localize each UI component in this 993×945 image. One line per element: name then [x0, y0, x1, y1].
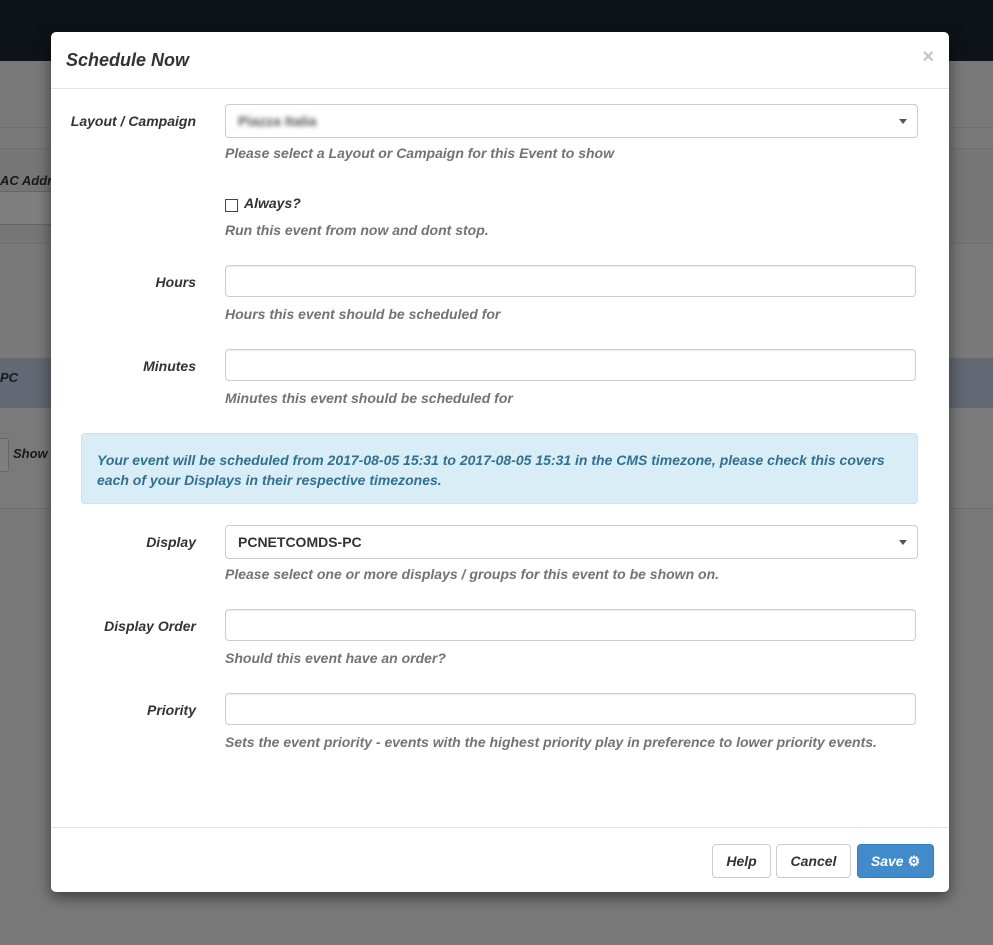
save-button[interactable] [857, 844, 934, 878]
chevron-down-icon [899, 540, 907, 545]
always-help: Run this event from now and dont stop. [225, 222, 489, 238]
display-select[interactable] [225, 525, 918, 559]
schedule-info-alert: Your event will be scheduled from 2017-08-05 15:31 to 2017-08-05 15:31 in the CMS timezone, please check this covers each of your Displays in their respective timezones. [81, 433, 918, 504]
cancel-button[interactable] [776, 844, 851, 878]
modal-footer [51, 827, 949, 893]
save-button-label: Save [870, 853, 904, 869]
minutes-label: Minutes [143, 358, 196, 374]
priority-label: Priority [146, 702, 196, 718]
modal-header [51, 32, 949, 89]
always-checkbox[interactable] [225, 199, 238, 212]
display-order-help: Should this event have an order? [225, 650, 446, 666]
hours-label: Hours [155, 274, 196, 290]
display-label: Display [146, 534, 196, 550]
display-help: Please select one or more displays / groups for this event to be shown on. [225, 566, 720, 582]
help-button[interactable] [712, 844, 771, 878]
priority-input[interactable] [225, 693, 916, 725]
minutes-help: Minutes this event should be scheduled for [225, 390, 513, 406]
priority-help: Sets the event priority - events with the highest priority play in preference to lower priority events. [225, 734, 877, 750]
display-value: PCNETCOMDS-PC [238, 534, 362, 550]
always-label[interactable]: Always? [244, 195, 301, 211]
hours-input[interactable] [225, 265, 916, 297]
layout-campaign-select[interactable] [225, 104, 918, 138]
chevron-down-icon [899, 119, 907, 124]
layout-campaign-help: Please select a Layout or Campaign for this Event to show [225, 145, 614, 161]
layout-campaign-value: Piazza Italia [238, 113, 317, 129]
cancel-button-label: Cancel [790, 853, 837, 869]
minutes-input[interactable] [225, 349, 916, 381]
gear-icon: ⚙ [907, 852, 921, 869]
display-order-input[interactable] [225, 609, 916, 641]
close-icon[interactable]: × [922, 46, 934, 68]
display-order-label: Display Order [104, 618, 196, 634]
schedule-now-modal [51, 32, 949, 892]
help-button-label: Help [726, 853, 757, 869]
layout-campaign-label: Layout / Campaign [70, 113, 196, 129]
hours-help: Hours this event should be scheduled for [225, 306, 501, 322]
modal-title: Schedule Now [66, 50, 190, 70]
